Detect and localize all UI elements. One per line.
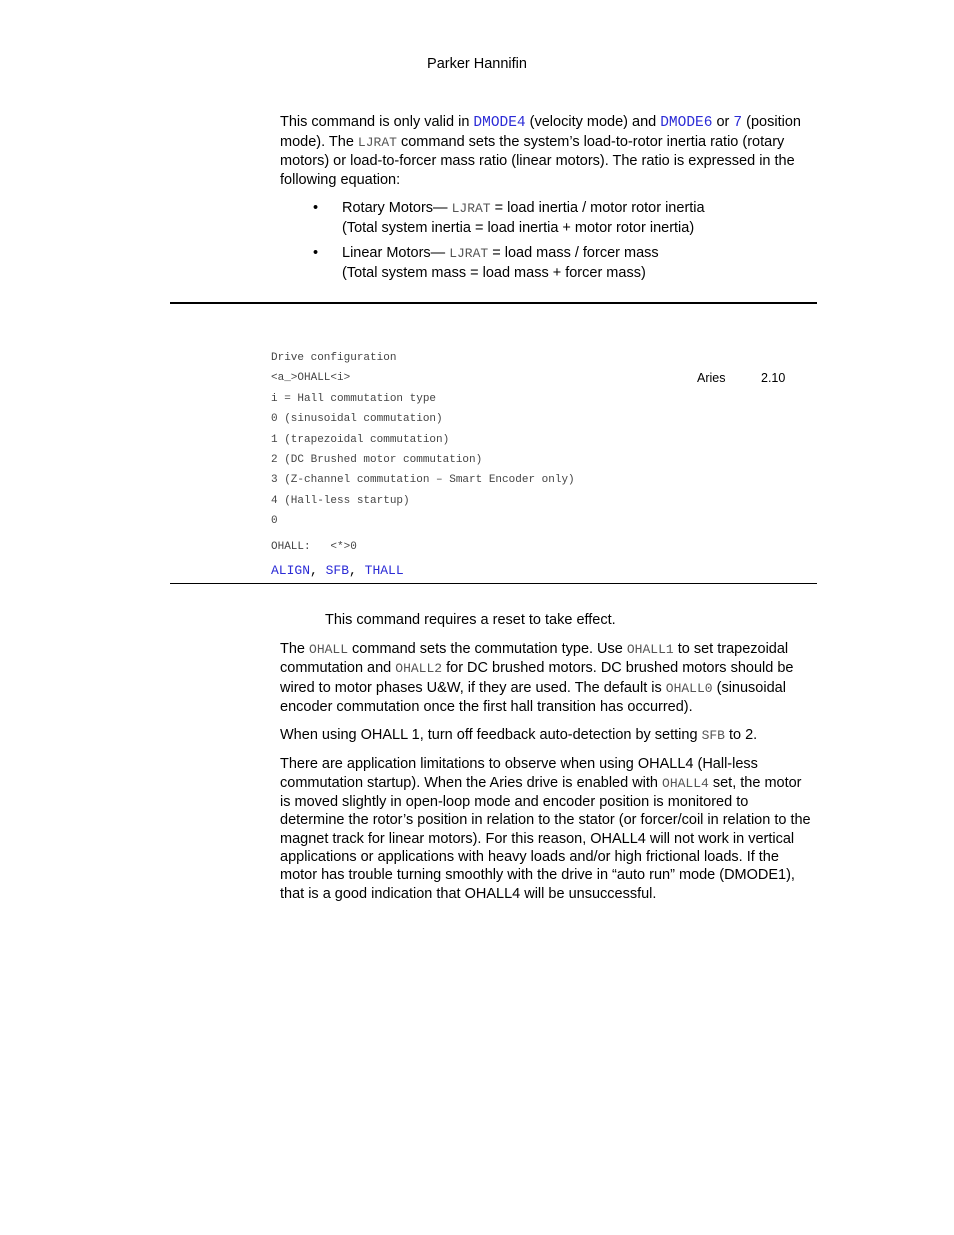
ohall1-code: OHALL1 [626,642,674,657]
see-also-links [271,563,404,578]
equation-list [280,199,815,282]
description-section [280,640,815,913]
bullet-icon: • [313,245,319,261]
product-name: Aries [697,371,726,385]
ljrat-code: LJRAT [451,201,491,216]
range-item: 3 (Z-channel commutation – Smart Encoder only) [271,474,575,487]
thall-link[interactable]: THALL [364,563,404,578]
text: The [280,641,310,657]
description-paragraph [280,726,815,745]
bullet-text: = load mass / forcer mass [488,245,659,261]
command-default: 0 [271,515,278,528]
command-syntax: <a_>OHALL<i> [271,372,351,385]
range-item: 0 (sinusoidal commutation) [271,413,443,426]
text: (sinusoidal encoder commutation once the first hall transition has occurred). [280,679,786,715]
text: to set trapezoidal commutation and [280,641,789,677]
separator: , [349,563,365,578]
list-item [280,244,815,282]
ohall0-code: OHALL0 [665,680,713,696]
separator: , [310,563,326,578]
range-item: 2 (DC Brushed motor commutation) [271,453,483,466]
text: There are application limitations to observe when using OHALL4 (Hall-less commutation startup). When the Aries drive is enabled with [280,756,758,791]
range-item: 1 (trapezoidal commutation) [271,433,450,446]
reset-note: This command requires a reset to take effect. [325,612,616,628]
intro-text: or [712,114,734,130]
bullet-note: (Total system inertia = load inertia + motor rotor inertia) [342,219,695,236]
ohall2-code: OHALL2 [395,661,443,677]
intro-text: (velocity mode) and [525,114,661,130]
intro-text: command sets the system’s load-to-rotor inertia ratio (rotary motors) or load-to-forcer mass ratio (linear motors). The ratio is expressed in the following equation: [280,133,795,188]
command-response: OHALL: <*>0 [271,541,357,553]
description-paragraph [280,640,815,716]
intro-section [280,113,815,289]
dmode6-link[interactable]: DMODE6 [660,115,713,131]
ljrat-code: LJRAT [449,246,489,261]
text: When using OHALL 1, turn off feedback auto-detection by setting [280,727,702,744]
bullet-lead: Rotary Motors— [342,200,452,216]
dmode7-link[interactable]: 7 [733,115,743,131]
command-type: Drive configuration [271,352,397,364]
command-units: i = Hall commutation type [271,392,437,405]
page-header: Parker Hannifin [427,56,527,72]
text: to 2. [724,727,758,744]
text: set, the motor is moved slightly in open-loop mode and encoder position is monitored to determine the rotor’s position in relation to the stator (or forcer/coil in relation to the magnet track for linear motors). For this reason, OHALL4 will not work in vertical applications or applications with heavy loads and/or high frictional loads. If the motor has trouble turning smoothly with the drive in “auto run” mode (DMODE1), that is a good indication that OHALL4 will be unsuccessful. [280,774,811,902]
description-paragraph [280,755,815,902]
bullet-lead: Linear Motors— [342,245,450,261]
ohall-code: OHALL [309,642,349,657]
section-divider [170,583,817,584]
intro-text: This command is only valid in [280,114,474,130]
text: for DC brushed motors. DC brushed motors should be wired to motor phases U&W, if they are used. The default is [280,660,794,696]
text: command sets the commutation type. Use [348,641,627,657]
range-item: 4 (Hall-less startup) [271,494,410,507]
ljrat-code: LJRAT [357,134,397,150]
section-divider [170,302,817,304]
list-item [280,199,815,237]
bullet-note: (Total system mass = load mass + forcer mass) [342,264,646,281]
sfb-code: SFB [701,728,725,744]
sfb-link[interactable]: SFB [325,563,350,578]
product-version: 2.10 [761,371,786,385]
ohall4-code: OHALL4 [662,775,709,791]
dmode4-link[interactable]: DMODE4 [473,115,526,131]
intro-paragraph [280,113,815,189]
bullet-icon: • [313,200,319,216]
align-link[interactable]: ALIGN [271,563,311,578]
bullet-text: = load inertia / motor rotor inertia [490,200,705,216]
intro-text: (position mode). The [280,114,801,150]
